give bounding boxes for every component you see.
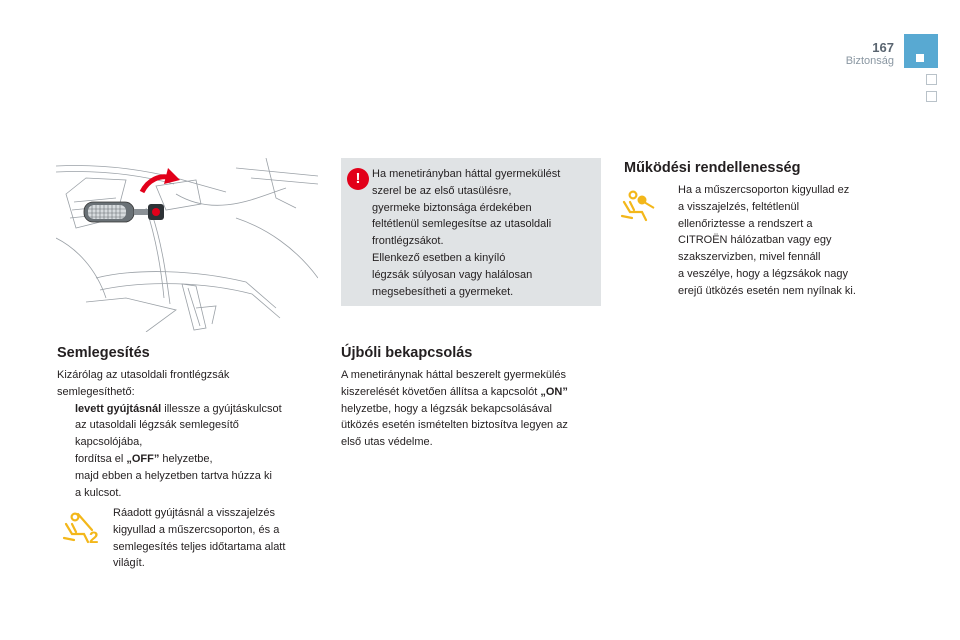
section-heading-ujboli: Újbóli bekapcsolás [341, 345, 473, 361]
section-tab-active [904, 34, 938, 68]
airbag-off-note: Ráadott gyújtásnál a visszajelzés kigyullad a műszercsoporton, és a semlegesítés teljes időtartama alatt világít. [113, 507, 286, 570]
warning-text: Ha menetirányban háttal gyermekülést szerel be az első utasülésre, gyermeke biztonsága érdekében feltétlenül semlegesítse az utasoldali frontlégzsákot. Ellenkező esetben a kinyíló légzsák súlyosan vagy halálosan megsebesítheti a gyermeket. [372, 168, 561, 298]
mukodesi-body: Ha a műszercsoporton kigyullad ez a visszajelzés, feltétlenül ellenőriztesse a rendszert a CITROËN hálózatban vagy egy szakszervizben, mivel fennáll a veszélye, hogy a légzsákok nagy erejű ütközés esetén nem nyílnak ki. [678, 184, 856, 297]
section-tab-marker [916, 54, 924, 62]
svg-text:2: 2 [89, 528, 99, 544]
airbag-fault-icon [620, 188, 660, 222]
passenger-airbag-off-icon [62, 510, 102, 544]
semlegesites-body: Kizárólag az utasoldali frontlégzsák semlegesíthető: levett gyújtásnál illessze a gyújtáskulcsot az utasoldali légzsák semlegesítő kapcsolójába, fordítsa el „OFF” helyzetbe, majd ebben a helyzetben tartva húzza ki a kulcsot. [57, 369, 282, 499]
section-heading-mukodesi: Működési rendellenesség [624, 160, 801, 176]
ujboli-body: A menetiránynak háttal beszerelt gyermekülés kiszerelését követően állítsa a kapcsolót „ON” helyzetbe, hogy a légzsák bekapcsolásával ütközés esetén ismételten biztosítva legyen az első utas védelme. [341, 369, 568, 449]
section-heading-semlegesites: Semlegesítés [57, 345, 150, 361]
page-number: 167 [872, 40, 894, 55]
airbag-switch-illustration [56, 158, 318, 332]
section-title: Biztonság [845, 55, 894, 67]
exclamation-warning-icon: ! [347, 168, 369, 190]
section-tab-empty-2 [926, 91, 937, 102]
section-tab-empty-1 [926, 74, 937, 85]
